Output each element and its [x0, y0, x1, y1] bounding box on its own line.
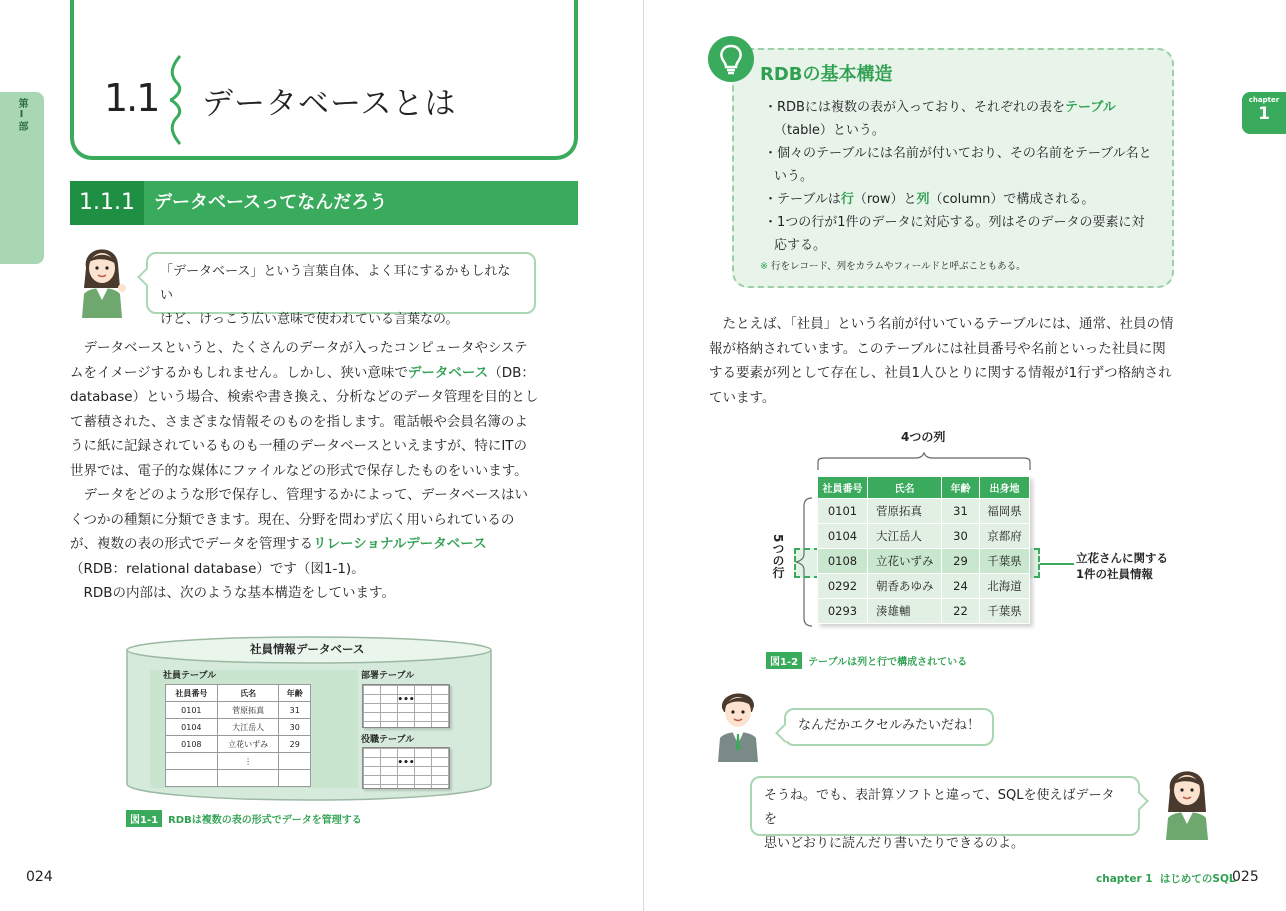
- footer-chapter-title: はじめてのSQL: [1159, 873, 1236, 885]
- table-cell: 立花いずみ: [217, 736, 279, 753]
- list-item: ・RDBには複数の表が入っており、それぞれの表をテーブル（table）という。: [764, 100, 1116, 138]
- paragraph: データベースというと、たくさんのデータが入ったコンピュータやシステムをイメージするかもしれません。しかし、狭い意味でデータベース（DB：database）という場合、検索や書き換え、分析などのデータ管理を目的として蓄積された、さまざまな情報そのものを指します。電話帳や会員名簿のように紙に記録されているものも一種のデータベースといえますが、特にITの世界では、電子的な媒体にファイルなどの形式で保存したものをいいます。: [70, 340, 539, 479]
- table-row: [166, 736, 311, 753]
- page-number: 024: [26, 869, 53, 885]
- table-cell: 菅原拓真: [217, 702, 279, 719]
- footer-chapter: [1096, 871, 1236, 886]
- table-cell: 0292: [818, 574, 868, 599]
- table-cell: 菅原拓真: [868, 499, 942, 524]
- table-row: [166, 702, 311, 719]
- annotation-line: 1件の社員情報: [1076, 567, 1154, 581]
- table-cell: 0108: [818, 549, 868, 574]
- figure-caption-text: テーブルは列と行で構成されている: [808, 657, 968, 668]
- body-paragraphs: [70, 336, 540, 606]
- table-cell: [166, 753, 218, 770]
- table-cell: 立花いずみ: [868, 549, 942, 574]
- woman-character-icon: [76, 238, 128, 318]
- table-cell: 北海道: [980, 574, 1030, 599]
- ellipsis: •••: [397, 695, 415, 705]
- page-number: 025: [1232, 869, 1259, 885]
- table-cell: 24: [942, 574, 980, 599]
- table-cell: 0104: [818, 524, 868, 549]
- table-row-highlighted: [818, 549, 1030, 574]
- part-side-tab: [0, 92, 44, 264]
- wave-divider-icon: [166, 54, 190, 146]
- table-header: 氏名: [868, 477, 942, 499]
- annotation-connector: [1040, 563, 1074, 565]
- section-number: 1.1: [104, 76, 159, 120]
- key-point-note: ※ 行をレコード、列をカラムやフィールドと呼ぶこともある。: [760, 261, 1026, 272]
- position-table-thumbnail: [362, 747, 450, 789]
- list-item: ・1つの行が1件のデータに対応する。列はそのデータの要素に対応する。: [764, 215, 1145, 253]
- right-page: [643, 0, 1286, 911]
- annotation-line: 立花さんに関する: [1076, 551, 1168, 565]
- table-cell: 朝香あゆみ: [868, 574, 942, 599]
- table-header: 出身地: [980, 477, 1030, 499]
- table-row: [818, 524, 1030, 549]
- table-cell: [279, 753, 311, 770]
- table-header: 社員番号: [818, 477, 868, 499]
- speech-line: けど、けっこう広い意味で使われている言葉なの。: [160, 312, 459, 327]
- columns-label: 4つの列: [901, 430, 946, 444]
- body-paragraph: [709, 312, 1179, 410]
- man-character-icon: [714, 684, 762, 762]
- table-cell: 大江岳人: [868, 524, 942, 549]
- paragraph: たとえば、「社員」という名前が付いているテーブルには、通常、社員の情報が格納されています。このテーブルには社員番号や名前といった社員に関する要素が列として存在し、社員1人ひとりに関する情報が1行ずつ格納されています。: [709, 316, 1174, 406]
- speech-line: そうね。でも、表計算ソフトと違って、SQLを使えばデータを: [764, 788, 1115, 827]
- section-title: データベースとは: [202, 86, 457, 122]
- table-cell: 29: [279, 736, 311, 753]
- table-header: 年齢: [279, 685, 311, 702]
- woman-character-icon: [1162, 760, 1212, 840]
- department-table-label: 部署テーブル: [361, 671, 415, 681]
- chapter-tab-label: chapter: [1248, 96, 1280, 104]
- speech-bubble-woman-2: [750, 776, 1140, 851]
- paragraph: データをどのような形で保存し、管理するかによって、データベースはいくつかの種類に分類できます。現在、分野を問わず広く用いられているのが、複数の表の形式でデータを管理するリレーショナルデータベース（RDB：relational database）です（図1-1)。: [70, 487, 529, 577]
- key-point-list: [764, 96, 1154, 257]
- rows-label: 5つの行: [771, 534, 785, 579]
- subsection-bar: [70, 181, 578, 225]
- chapter-side-tab: [1242, 92, 1286, 134]
- ellipsis-cell: ⋮: [217, 753, 279, 770]
- speech-line: 「データベース」という言葉自体、よく耳にするかもしれない: [160, 264, 511, 303]
- table-row: [818, 499, 1030, 524]
- list-item: ・テーブルは行（row）と列（column）で構成される。: [764, 192, 1095, 207]
- table-header: 社員番号: [166, 685, 218, 702]
- table-cell: 大江岳人: [217, 719, 279, 736]
- employee-table-label: 社員テーブル: [163, 671, 217, 681]
- table-cell: [217, 770, 279, 787]
- paragraph: RDBの内部は、次のような基本構造をしています。: [83, 585, 395, 601]
- employee-table: [817, 476, 1030, 624]
- table-cell: 30: [942, 524, 980, 549]
- table-cell: 30: [279, 719, 311, 736]
- table-cell: [279, 770, 311, 787]
- figure-caption: [766, 652, 967, 669]
- table-row: [818, 599, 1030, 624]
- ellipsis: •••: [397, 758, 415, 768]
- table-row: [166, 753, 311, 770]
- table-cell: 0293: [818, 599, 868, 624]
- table-cell: [166, 770, 218, 787]
- table-header: 氏名: [217, 685, 279, 702]
- table-cell: 22: [942, 599, 980, 624]
- list-item: ・個々のテーブルには名前が付いており、その名前をテーブル名という。: [764, 146, 1152, 184]
- subsection-title: データベースってなんだろう: [154, 192, 388, 213]
- columns-brace-icon: [816, 452, 1032, 472]
- row-annotation: [1076, 550, 1168, 582]
- table-cell: 0108: [166, 736, 218, 753]
- figure-tag: 図1-1: [126, 810, 162, 827]
- employee-mini-table: [165, 684, 311, 787]
- table-cell: 湊雄輔: [868, 599, 942, 624]
- speech-bubble-woman-1: [146, 252, 536, 327]
- footer-chapter-label: chapter 1: [1096, 873, 1153, 885]
- speech-bubble-man: [784, 708, 994, 746]
- table-cell: 京都府: [980, 524, 1030, 549]
- key-point-title: RDBの基本構造: [760, 64, 893, 85]
- table-cell: 0101: [166, 702, 218, 719]
- table-cell: 0101: [818, 499, 868, 524]
- table-cell: 千葉県: [980, 549, 1030, 574]
- subsection-number: 1.1.1: [70, 181, 144, 225]
- speech-line: 思いどおりに読んだり書いたりできるのよ。: [764, 836, 1025, 851]
- table-cell: 福岡県: [980, 499, 1030, 524]
- table-row: [166, 770, 311, 787]
- speech-line: なんだかエクセルみたいだね！: [798, 718, 981, 733]
- table-cell: 千葉県: [980, 599, 1030, 624]
- position-table-label: 役職テーブル: [361, 735, 415, 745]
- table-cell: 29: [942, 549, 980, 574]
- db-title: 社員情報データベース: [250, 642, 365, 656]
- table-row: [166, 719, 311, 736]
- table-cell: 31: [942, 499, 980, 524]
- part-label: 第Ⅰ部: [16, 98, 27, 132]
- lightbulb-icon: [708, 36, 754, 82]
- table-cell: 0104: [166, 719, 218, 736]
- table-header-row: [166, 685, 311, 702]
- department-table-thumbnail: [362, 684, 450, 728]
- table-header-row: [818, 477, 1030, 499]
- table-row: [818, 574, 1030, 599]
- table-cell: 31: [279, 702, 311, 719]
- table-header: 年齢: [942, 477, 980, 499]
- figure-caption: [126, 810, 362, 827]
- figure-tag: 図1-2: [766, 652, 802, 669]
- chapter-tab-number: 1: [1258, 104, 1270, 124]
- figure-caption-text: RDBは複数の表の形式でデータを管理する: [168, 815, 362, 826]
